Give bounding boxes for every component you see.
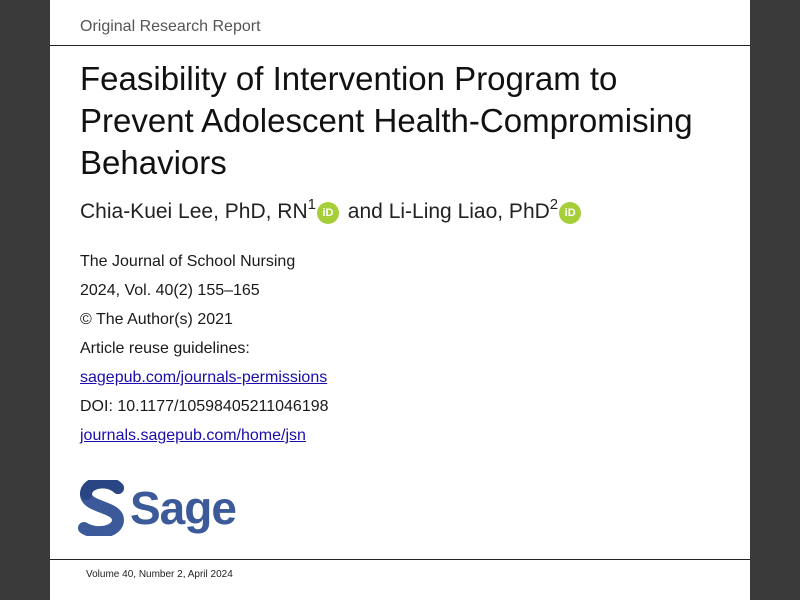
- sage-logo: [78, 480, 238, 540]
- journal-home-link[interactable]: journals.sagepub.com/home/jsn: [80, 427, 306, 444]
- author-name: Chia-Kuei Lee, PhD, RN: [80, 200, 308, 223]
- affiliation-marker: 1: [307, 196, 316, 213]
- orcid-icon[interactable]: iD: [317, 202, 339, 224]
- volume-pages: 2024, Vol. 40(2) 155–165: [80, 282, 260, 299]
- publication-details: [80, 247, 680, 450]
- article-page: [50, 0, 750, 600]
- journal-name: The Journal of School Nursing: [80, 253, 296, 270]
- author-line: [80, 197, 740, 227]
- sage-s-mark-icon: [78, 480, 126, 536]
- sage-wordmark: Sage: [130, 482, 236, 534]
- doi: DOI: 10.1177/10598405211046198: [80, 398, 329, 415]
- header-divider: [50, 45, 750, 46]
- author-name: Li-Ling Liao, PhD: [388, 200, 550, 223]
- copyright-notice: © The Author(s) 2021: [80, 311, 233, 328]
- issue-footer: Volume 40, Number 2, April 2024: [86, 569, 233, 580]
- section-label: Original Research Report: [80, 18, 261, 35]
- reuse-label: Article reuse guidelines:: [80, 340, 250, 357]
- orcid-icon[interactable]: iD: [559, 202, 581, 224]
- footer-divider: [50, 559, 750, 560]
- article-title: Feasibility of Intervention Program to Prevent Adolescent Health-Compromising Behaviors: [80, 60, 693, 181]
- author-connector: and: [347, 200, 383, 223]
- permissions-link[interactable]: sagepub.com/journals-permissions: [80, 369, 328, 386]
- affiliation-marker: 2: [549, 196, 559, 213]
